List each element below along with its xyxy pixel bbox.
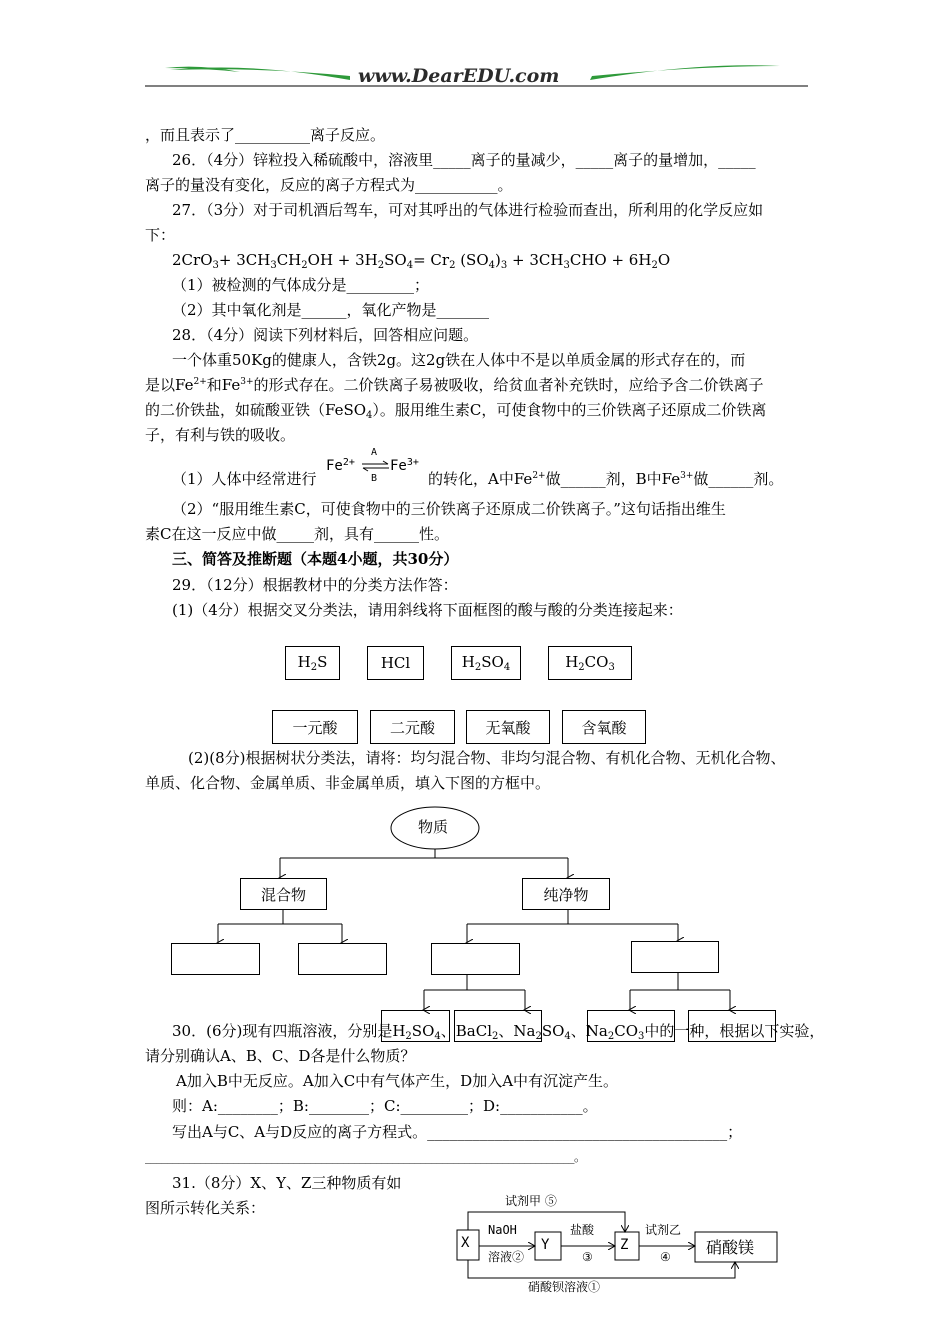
category-box-2: 二元酸	[370, 710, 455, 744]
q28-part1-prefix: （1）人体中经常进行	[172, 470, 317, 488]
tree-box-mixture: 混合物	[240, 878, 327, 910]
acid-box-h2so4: $H_2SO_4$	[451, 646, 521, 680]
q29-part2-line2: 单质、化合物、金属单质、非金属单质，填入下图的方框中。	[145, 774, 551, 792]
fe-arrow-top: A	[371, 447, 378, 458]
flow-z: Z	[620, 1237, 629, 1253]
q28-part1-suffix: 的转化，A中$Fe^{2+}$做______剂，B中$Fe^{3+}$做______剂。	[428, 470, 784, 488]
q27-part2: （2）其中氧化剂是______，氧化产物是_______	[172, 301, 490, 319]
flow-reagent1-top: NaOH	[488, 1223, 517, 1237]
flow-reagent2-bottom: ③	[582, 1250, 593, 1264]
flow-reagent3-bottom: ④	[660, 1250, 671, 1264]
q27-part1: （1）被检测的气体成分是_________；	[172, 276, 430, 294]
q28-para-line3: 的二价铁盐，如硫酸亚铁（FeSO$_4$）。服用维生素C，可使食物中的三价铁离子还原成二价铁离	[145, 401, 767, 421]
fe-arrow-bottom: B	[371, 473, 378, 484]
q28-para-line2: 是以$Fe^{2+}$和$Fe^{3+}$的形式存在。二价铁离子易被吸收，给贫血者补充铁时，应给予含二价铁离子	[145, 376, 764, 394]
section-3-title: 三、简答及推断题（本题4小题，共30分）	[172, 550, 459, 568]
fe-left: $Fe^{2+}$	[326, 457, 355, 474]
q26-line1: 26．（4分）锌粒投入稀硫酸中，溶液里_____离子的量减少，_____离子的量增加，_____	[172, 151, 756, 169]
tree-box-blank-1	[171, 943, 260, 975]
site-name: www.DearEDU.com	[358, 65, 560, 87]
q30-answers: 则：A:________；B:________；C:_________；D:___________。	[172, 1097, 598, 1115]
tree-box-pure: 纯净物	[522, 878, 610, 910]
acid-box-h2s: $H_2S$	[285, 646, 340, 680]
q30-equation-prompt: 写出A与C、A与D反应的离子方程式。________________________________________；	[172, 1123, 743, 1141]
flow-reagent2-top: 盐酸	[570, 1223, 595, 1237]
q29-part1: (1)（4分）根据交叉分类法，请用斜线将下面框图的酸与酸的分类连接起来：	[172, 601, 683, 619]
q27-line2: 下：	[145, 226, 176, 244]
q30-line2: 请分别确认A、B、C、D各是什么物质？	[145, 1047, 416, 1065]
acid-box-h2co3: $H_2CO_3$	[548, 646, 632, 680]
q31-line2: 图所示转化关系：	[145, 1199, 266, 1217]
q29-title: 29．（12分）根据教材中的分类方法作答：	[172, 576, 458, 594]
flow-product: 硝酸镁	[706, 1238, 755, 1257]
line-1: ，而且表示了__________离子反应。	[145, 126, 386, 144]
flow-reagent1-bottom: 溶液②	[488, 1250, 525, 1264]
acid-box-hcl: HCl	[367, 646, 424, 680]
q28-para-line4: 子，有利与铁的吸收。	[145, 426, 296, 444]
flow-y: Y	[541, 1237, 550, 1253]
q30-line3: A加入B中无反应。A加入C中有气体产生，D加入A中有沉淀产生。	[176, 1072, 619, 1090]
flow-top-label: 试剂甲 ⑤	[505, 1194, 557, 1208]
flow-reagent3-top: 试剂乙	[645, 1223, 682, 1237]
fe-right: $Fe^{3+}$	[390, 457, 419, 474]
tree-box-blank-4	[631, 941, 719, 973]
tree-box-blank-3	[431, 943, 520, 975]
tree-root-label: 物质	[418, 818, 449, 836]
category-box-1: 一元酸	[272, 710, 358, 744]
q27-line1: 27．（3分）对于司机酒后驾车，可对其呼出的气体进行检验而查出，所利用的化学反应如	[172, 201, 764, 219]
q26-line2: 离子的量没有变化，反应的离子方程式为___________。	[145, 176, 513, 194]
q28-title: 28．（4分）阅读下列材料后，回答相应问题。	[172, 326, 479, 344]
category-box-3: 无氧酸	[466, 710, 550, 744]
flow-x: X	[461, 1235, 470, 1251]
tree-box-blank-2	[298, 943, 387, 975]
q27-equation: $2CrO_3+ 3CH_3CH_2OH + 3H_2SO_4= Cr_2$ $(SO_4)_3 + 3CH_3CHO + 6H_2O$	[172, 251, 671, 271]
q28-part2-line1: （2）“服用维生素C，可使食物中的三价铁离子还原成二价铁离子。”这句话指出维生	[172, 500, 726, 518]
q30-blank-line: ______________________________________________________________________________。	[145, 1150, 586, 1164]
q29-part2-line1: (2)(8分)根据树状分类法，请将：均匀混合物、非均匀混合物、有机化合物、无机化合物、	[188, 749, 786, 767]
flow-bottom-label: 硝酸钡溶液①	[528, 1280, 601, 1294]
q31-line1: 31.（8分）X、Y、Z三种物质有如	[172, 1174, 402, 1192]
category-box-4: 含氧酸	[562, 710, 646, 744]
q30-line1: 30．(6分)现有四瓶溶液，分别是$H_2SO_4$、BaCl$_2$、$Na_2SO_4$、$Na_2CO_3$中的一种，根据以下实验，	[172, 1022, 825, 1042]
q28-part2-line2: 素C在这一反应中做_____剂，具有______性。	[145, 525, 449, 543]
q28-para-line1: 一个体重50Kg的健康人，含铁2g。这2g铁在人体中不是以单质金属的形式存在的，而	[172, 351, 746, 369]
